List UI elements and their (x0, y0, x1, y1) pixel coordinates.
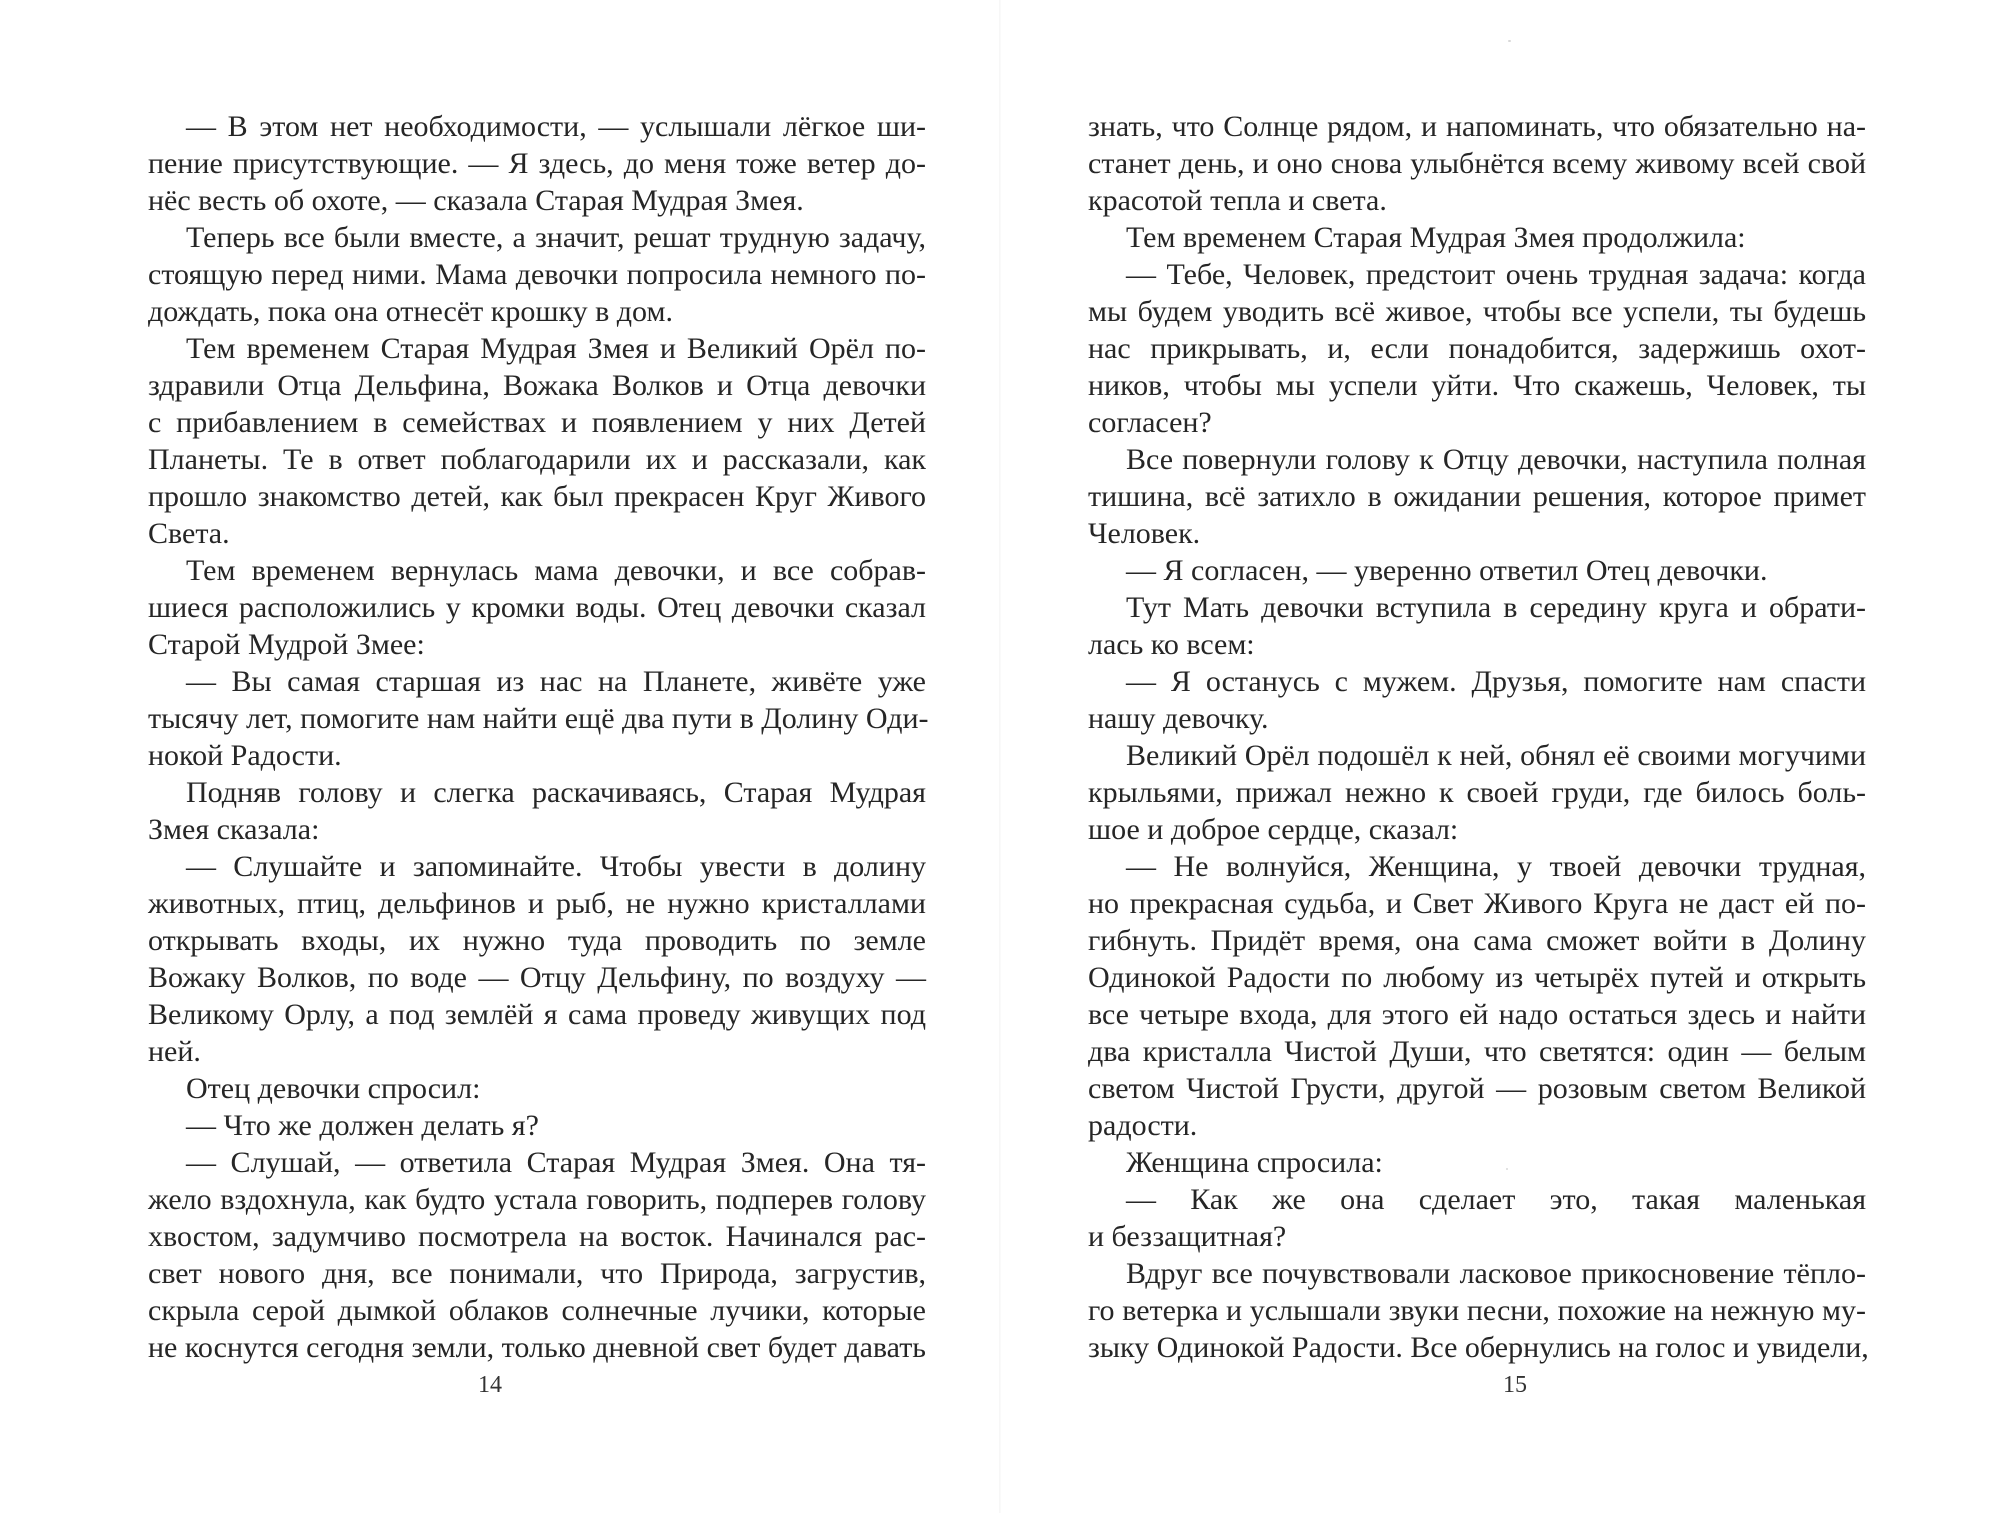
text-line: гибнуть. Придёт время, она сама сможет войти в Долину (1088, 924, 1866, 957)
text-line: Вожаку Волков, по воде — Отцу Дельфину, по воздуху — (148, 961, 926, 994)
text-line: здравили Отца Дельфина, Вожака Волков и Отца девочки (148, 369, 926, 402)
text-line: мы будем уводить всё живое, чтобы все успели, ты будешь (1088, 295, 1866, 328)
text-line: согласен? (1088, 406, 1212, 439)
page-number-left: 14 (478, 1372, 502, 1398)
text-line: дождать, пока она отнесёт крошку в дом. (148, 295, 673, 328)
text-line: Змея сказала: (148, 813, 320, 846)
text-line: Великому Орлу, а под землёй я сама проведу живущих под (148, 998, 926, 1031)
text-line: шиеся расположились у кромки воды. Отец девочки сказал (148, 591, 926, 624)
page-number-right: 15 (1503, 1372, 1527, 1398)
text-line: Человек. (1088, 517, 1201, 550)
text-line: Тем временем Старая Мудрая Змея и Великий Орёл по- (186, 332, 926, 365)
text-line: жело вздохнула, как будто устала говорить, подперев голову (148, 1183, 926, 1216)
text-line: — Не волнуйся, Женщина, у твоей девочки трудная, (1126, 850, 1866, 883)
text-line: открывать входы, их нужно туда проводить по земле (148, 924, 926, 957)
text-line: Женщина спросила: (1126, 1146, 1383, 1179)
text-line: с прибавлением в семействах и появлением у них Детей (148, 406, 926, 439)
text-line: ней. (148, 1035, 201, 1068)
right-page (1088, 108, 1869, 1366)
text-line: все четыре входа, для этого ей надо остаться здесь и найти (1088, 998, 1866, 1031)
text-line: лась ко всем: (1088, 628, 1255, 661)
text-line: Подняв голову и слегка раскачиваясь, Старая Мудрая (186, 776, 926, 809)
text-line: — Слушай, — ответила Старая Мудрая Змея. Она тя- (186, 1146, 926, 1179)
text-line: прошло знакомство детей, как был прекрасен Круг Живого (148, 480, 926, 513)
left-page (148, 108, 929, 1366)
text-line: пение присутствующие. — Я здесь, до меня тоже ветер до- (148, 147, 926, 180)
book-spine (999, 0, 1001, 1513)
text-line: красотой тепла и света. (1088, 184, 1387, 217)
text-line: и беззащитная? (1088, 1220, 1287, 1253)
text-line: крыльями, прижал нежно к своей груди, где билось боль- (1088, 776, 1866, 809)
text-line: светом Чистой Грусти, другой — розовым светом Великой (1088, 1072, 1866, 1105)
text-line: Тут Мать девочки вступила в середину круга и обрати- (1126, 591, 1866, 624)
text-line: Планеты. Те в ответ поблагодарили их и рассказали, как (148, 443, 926, 476)
text-line: Тем временем Старая Мудрая Змея продолжила: (1126, 221, 1746, 254)
text-line: нас прикрывать, и, если понадобится, задержишь охот- (1088, 332, 1866, 365)
text-line: Тем временем вернулась мама девочки, и все собрав- (186, 554, 926, 587)
text-line: тишина, всё затихло в ожидании решения, которое примет (1088, 480, 1866, 513)
text-line: шое и доброе сердце, сказал: (1088, 813, 1459, 846)
text-line: — Как же она сделает это, такая маленькая (1126, 1183, 1866, 1216)
text-line: — Я согласен, — уверенно ответил Отец девочки. (1126, 554, 1768, 587)
text-line: Теперь все были вместе, а значит, решат трудную задачу, (186, 221, 926, 254)
text-line: тысячу лет, помогите нам найти ещё два пути в Долину Оди- (148, 702, 929, 735)
text-line: нёс весть об охоте, — сказала Старая Мудрая Змея. (148, 184, 804, 217)
text-line: скрыла серой дымкой облаков солнечные лучики, которые (148, 1294, 926, 1327)
text-line: го ветерка и услышали звуки песни, похожие на нежную му- (1088, 1294, 1866, 1327)
text-line: ников, чтобы мы успели уйти. Что скажешь, Человек, ты (1088, 369, 1866, 402)
text-line: стоящую перед ними. Мама девочки попросила немного по- (148, 258, 926, 291)
text-line: свет нового дня, все понимали, что Природа, загрустив, (148, 1257, 926, 1290)
text-line: животных, птиц, дельфинов и рыб, не нужно кристаллами (148, 887, 926, 920)
text-line: знать, что Солнце рядом, и напоминать, что обязательно на- (1088, 110, 1866, 143)
text-line: — Я останусь с мужем. Друзья, помогите нам спасти (1126, 665, 1866, 698)
text-line: Отец девочки спросил: (186, 1072, 481, 1105)
text-line: но прекрасная судьба, и Свет Живого Круга не даст ей по- (1088, 887, 1866, 920)
text-line: — Тебе, Человек, предстоит очень трудная задача: когда (1126, 258, 1866, 291)
text-line: не коснутся сегодня земли, только дневной свет будет давать (148, 1331, 926, 1364)
text-line: два кристалла Чистой Души, что светятся: один — белым (1088, 1035, 1866, 1068)
text-line: нашу девочку. (1088, 702, 1269, 735)
text-line: — Слушайте и запоминайте. Чтобы увести в долину (186, 850, 926, 883)
text-line: радости. (1088, 1109, 1198, 1142)
text-line: Великий Орёл подошёл к ней, обнял её своими могучими (1126, 739, 1866, 772)
text-line: Старой Мудрой Змее: (148, 628, 425, 661)
text-line: зыку Одинокой Радости. Все обернулись на голос и увидели, (1088, 1331, 1869, 1364)
text-line: хвостом, задумчиво посмотрела на восток. Начинался рас- (148, 1220, 926, 1253)
text-line: Все повернули голову к Отцу девочки, наступила полная (1126, 443, 1866, 476)
text-line: Вдруг все почувствовали ласковое прикосновение тёпло- (1126, 1257, 1866, 1290)
text-line: Одинокой Радости по любому из четырёх путей и открыть (1088, 961, 1866, 994)
print-speck (1508, 40, 1511, 42)
text-line: станет день, и оно снова улыбнётся всему живому всей свой (1088, 147, 1866, 180)
text-line: — Что же должен делать я? (186, 1109, 539, 1142)
text-line: Света. (148, 517, 230, 550)
text-line: — В этом нет необходимости, — услышали лёгкое ши- (186, 110, 926, 143)
text-line: нокой Радости. (148, 739, 342, 772)
text-line: — Вы самая старшая из нас на Планете, живёте уже (186, 665, 926, 698)
